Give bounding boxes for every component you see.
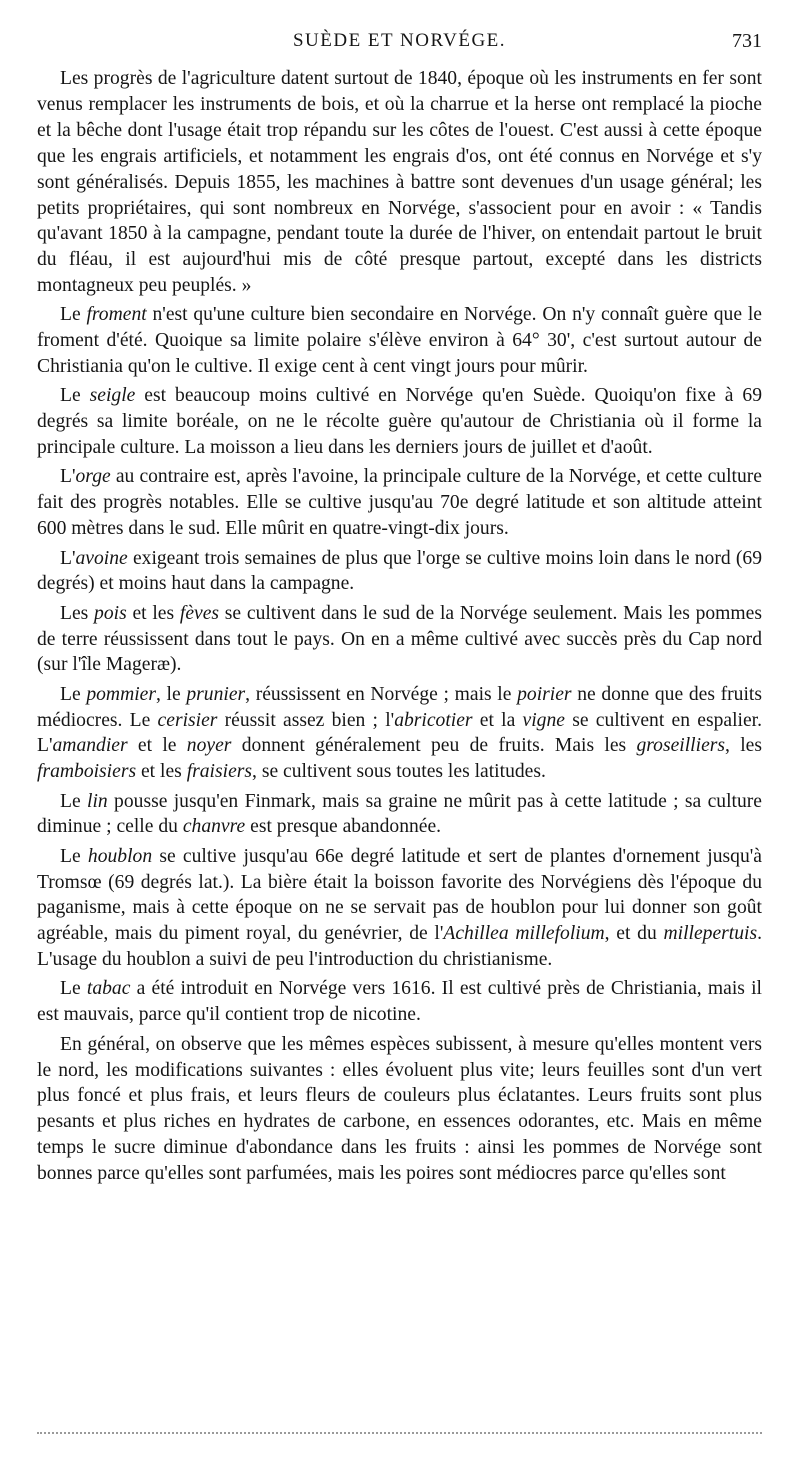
text-run: En général, on observe que les mêmes espèces subissent, à mesure qu'elles montent vers le nord, les modifications suivantes : elles évoluent plus vite; leurs feuilles sont d'un vert plus foncé et plus frais, et leurs fleurs de couleurs plus éclatantes. Leurs fruits sont plus pesants et plus riches en hydrates de carbone, en essences odorantes, etc. Mais en même temps le sucre diminue d'abondance dans les fruits : ainsi les pommes de Norvége sont bonnes parce qu'elles sont parfumées, mais les poires sont médiocres parce qu'elles sont (37, 1033, 762, 1185)
italic-term: orge (75, 466, 111, 488)
paragraph (37, 682, 762, 786)
text-run: exigeant trois semaines de plus que l'orge se cultive moins loin dans le nord (69 degrés) et moins haut dans la campagne. (37, 547, 762, 595)
text-run: ne donne que des fruits médiocres. Le (37, 683, 762, 731)
text-run: n'est qu'une culture bien secondaire en Norvége. On n'y connaît guère que le froment d'été. Quoique sa limite polaire s'élève environ à 64° 30', c'est surtout autour de Christiania qu'on le cultive. Il exige cent à cent vingt jours pour mûrir. (37, 304, 762, 378)
italic-term: noyer (186, 735, 232, 757)
italic-term: fèves (179, 602, 220, 624)
italic-term: lin (87, 790, 108, 812)
text-run: , le (156, 683, 187, 705)
text-run: L' (60, 466, 76, 488)
page-number: 731 (732, 30, 762, 52)
paragraph (37, 601, 762, 679)
text-run: Les progrès de l'agriculture datent surtout de 1840, époque où les instruments en fer sont venus remplacer les instruments de bois, et où la charrue et la herse ont remplacé la pioche et la bêche dont l'usage était trop répandu sur les côtes de l'ouest. C'est aussi à cette époque que les engrais artificiels, et notamment les engrais d'os, ont été connus en Norvége et s'y sont généralisés. Depuis 1855, les machines à battre sont devenues d'un usage général; les petits propriétaires, qui sont nombreux en Norvége, s'associent pour en avoir : « Tandis qu'avant 1850 à la campagne, pendant toute la durée de l'hiver, on entendait partout le bruit du fléau, il est aujourd'hui mis de côté presque partout, excepté dans les districts montagneux peu peuplés. » (37, 68, 762, 297)
text-run: se cultive jusqu'au 66e degré latitude et sert de plantes d'ornement jusqu'à Tromsœ (69 degrés lat.). La bière était la boisson favorite des Norvégiens dès l'époque du paganisme, mais à cette époque on ne se servait pas de houblon pour lui donner son goût agréable, mais du piment royal, du genévrier, de l' (37, 845, 762, 945)
paragraph (37, 66, 762, 299)
text-run: se cultivent dans le sud de la Norvége seulement. Mais les pommes de terre réussissent dans tout le pays. On en a même cultivé avec succès près du Cap nord (sur l'île Mageræ). (37, 602, 762, 676)
text-run: , les (725, 735, 762, 757)
paragraph (37, 789, 762, 841)
text-run: . L'usage du houblon a suivi de peu l'introduction du christianisme. (37, 923, 762, 971)
body-text (37, 66, 762, 1190)
text-run: a été introduit en Norvége vers 1616. Il est cultivé près de Christiania, mais il est mauvais, parce qu'il contient trop de nicotine. (37, 978, 762, 1026)
italic-term: prunier (186, 683, 246, 705)
italic-term: framboisiers (37, 761, 137, 783)
paragraph (37, 383, 762, 461)
text-run: Le (60, 790, 88, 812)
text-run: pousse jusqu'en Finmark, mais sa graine ne mûrit pas à cette latitude ; sa culture diminue ; celle du (37, 790, 762, 838)
text-run: et le (127, 735, 187, 757)
text-run: est presque abandonnée. (245, 816, 442, 838)
italic-term: cerisier (157, 709, 218, 731)
paragraph (37, 976, 762, 1028)
italic-term: millepertuis (663, 923, 758, 945)
italic-term: fraisiers (186, 761, 253, 783)
footer-dotted-rule (37, 1432, 762, 1434)
text-run: Les (60, 602, 95, 624)
paragraph (37, 1032, 762, 1187)
italic-term: pommier (86, 683, 156, 705)
italic-term: pois (94, 602, 127, 624)
italic-term: tabac (86, 978, 131, 1000)
text-run: et les (126, 602, 180, 624)
text-run: et les (136, 761, 187, 783)
italic-term: abricotier (394, 709, 473, 731)
italic-term: Achillea millefolium (443, 923, 605, 945)
page-header (37, 30, 762, 58)
text-run: et la (472, 709, 523, 731)
text-run: Le (60, 978, 87, 1000)
text-run: se cultivent en espalier. L' (37, 709, 762, 757)
text-run: réussit assez bien ; l' (217, 709, 395, 731)
italic-term: poirier (517, 683, 572, 705)
italic-term: froment (86, 304, 147, 326)
paragraph (37, 546, 762, 598)
text-run: L' (60, 547, 76, 569)
text-run: , et du (604, 923, 664, 945)
italic-term: chanvre (182, 816, 246, 838)
text-run: , réussissent en Norvége ; mais le (245, 683, 518, 705)
running-title: SUÈDE ET NORVÉGE. (292, 30, 507, 51)
text-run: donnent généralement peu de fruits. Mais les (231, 735, 637, 757)
italic-term: groseilliers (636, 735, 726, 757)
paragraph (37, 844, 762, 974)
text-run: est beaucoup moins cultivé en Norvége qu'en Suède. Quoiqu'on fixe à 69 degrés sa limite boréale, on ne le récolte guère qu'autour de Christiania où il forme la principale culture. La moisson a lieu dans les derniers jours de juillet et d'août. (37, 385, 762, 459)
text-run: au contraire est, après l'avoine, la principale culture de la Norvége, et cette culture fait des progrès notables. Elle se cultive jusqu'au 70e degré latitude et son altitude atteint 600 mètres dans le sud. Elle mûrit en quatre-vingt-dix jours. (37, 466, 762, 540)
text-run: Le (60, 304, 87, 326)
italic-term: amandier (52, 735, 128, 757)
text-run: Le (60, 385, 90, 407)
text-run: Le (60, 683, 87, 705)
italic-term: houblon (87, 845, 153, 867)
paragraph (37, 464, 762, 542)
text-run: Le (60, 845, 88, 867)
italic-term: vigne (522, 709, 565, 731)
italic-term: seigle (89, 385, 136, 407)
text-run: , se cultivent sous toutes les latitudes. (252, 761, 546, 783)
paragraph (37, 302, 762, 380)
italic-term: avoine (75, 547, 128, 569)
